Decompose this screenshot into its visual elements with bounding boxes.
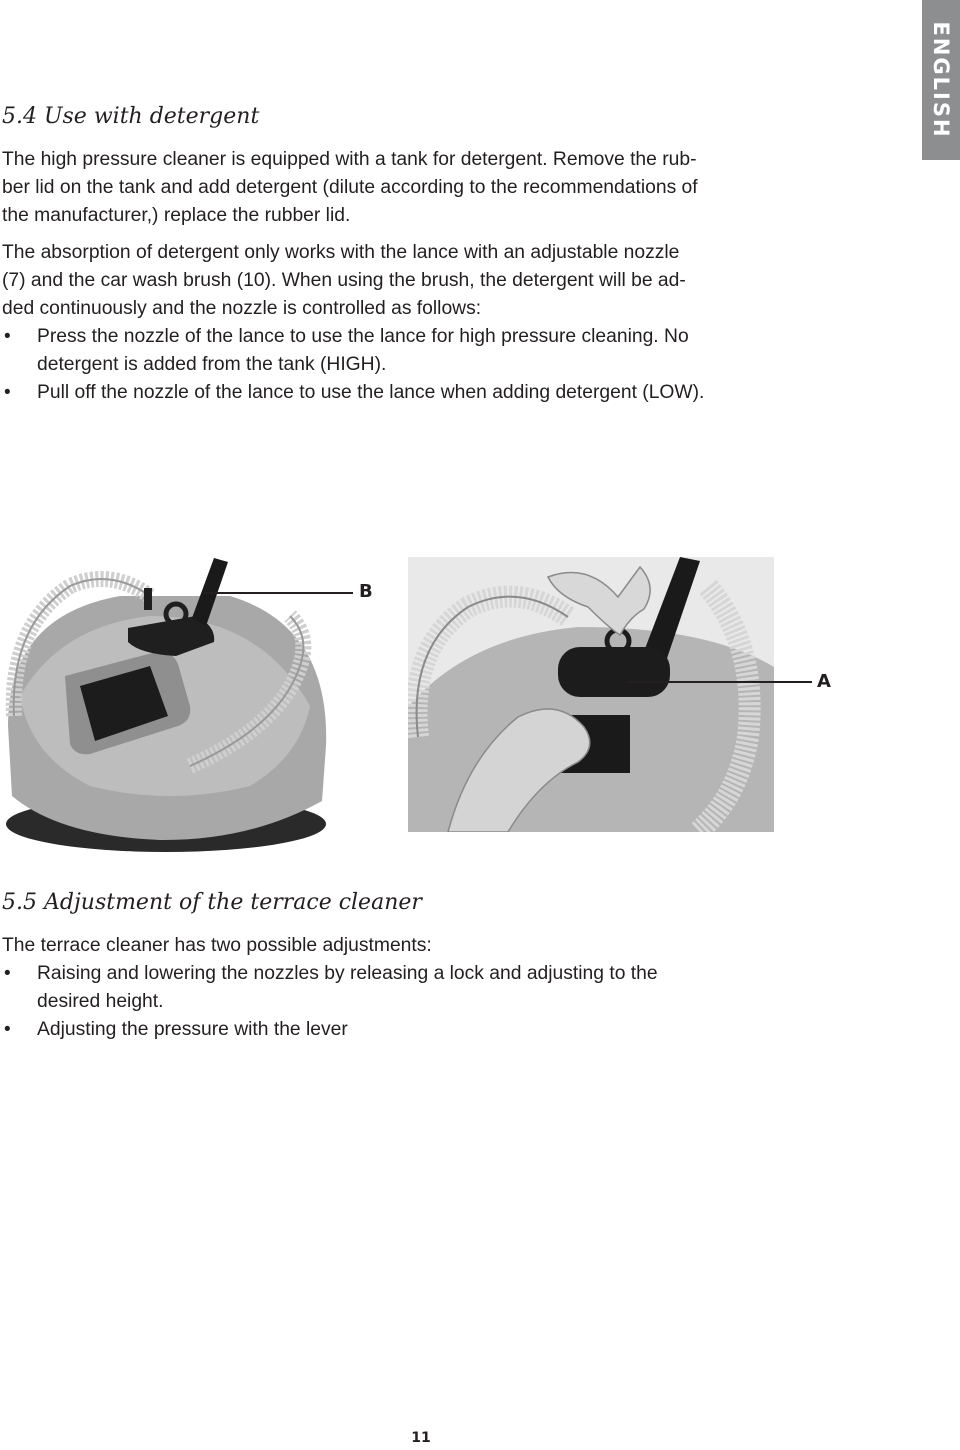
terrace-cleaner-illustration <box>0 556 336 856</box>
text-line: desired height. <box>37 991 164 1012</box>
text-line: the manufacturer,) replace the rubber lid. <box>2 205 351 226</box>
list-item <box>2 323 822 379</box>
paragraph-adjustments-intro: The terrace cleaner has two possible adjustments: <box>2 935 432 956</box>
list-item <box>2 1016 822 1044</box>
page-number: 11 <box>411 1430 431 1446</box>
text-line: ber lid on the tank and add detergent (dilute according to the recommendations of <box>2 177 698 198</box>
text-line: The high pressure cleaner is equipped with a tank for detergent. Remove the rub- <box>2 149 697 170</box>
section-5-5-body <box>2 932 822 1044</box>
section-5-5-heading: 5.5 Adjustment of the terrace cleaner <box>2 890 422 915</box>
paragraph-absorption <box>2 239 822 323</box>
nozzle-adjustment-photo <box>408 557 774 832</box>
text-line: (7) and the car wash brush (10). When using the brush, the detergent will be ad- <box>2 270 686 291</box>
text-line: Raising and lowering the nozzles by releasing a lock and adjusting to the <box>37 963 658 984</box>
text-line: ded continuously and the nozzle is controlled as follows: <box>2 298 482 319</box>
text-line: detergent is added from the tank (HIGH). <box>37 354 387 375</box>
adjustments-list <box>2 960 822 1044</box>
callout-label-a: A <box>817 671 831 692</box>
text-line: Press the nozzle of the lance to use the lance for high pressure cleaning. No <box>37 326 689 347</box>
callout-label-b: B <box>359 581 373 602</box>
paragraph-tank <box>2 146 822 230</box>
section-5-4-heading: 5.4 Use with detergent <box>2 104 260 129</box>
text-line: Pull off the nozzle of the lance to use the lance when adding detergent (LOW). <box>37 382 705 403</box>
language-tab-label: ENGLISH <box>929 21 953 139</box>
callout-line-b <box>204 592 353 594</box>
text-line: Adjusting the pressure with the lever <box>37 1019 348 1040</box>
language-tab <box>922 0 960 160</box>
nozzle-control-list <box>2 323 822 407</box>
callout-line-a <box>626 681 812 683</box>
section-5-4-body <box>2 146 822 407</box>
list-item <box>2 379 822 407</box>
text-line: The absorption of detergent only works with the lance with an adjustable nozzle <box>2 242 680 263</box>
list-item <box>2 960 822 1016</box>
